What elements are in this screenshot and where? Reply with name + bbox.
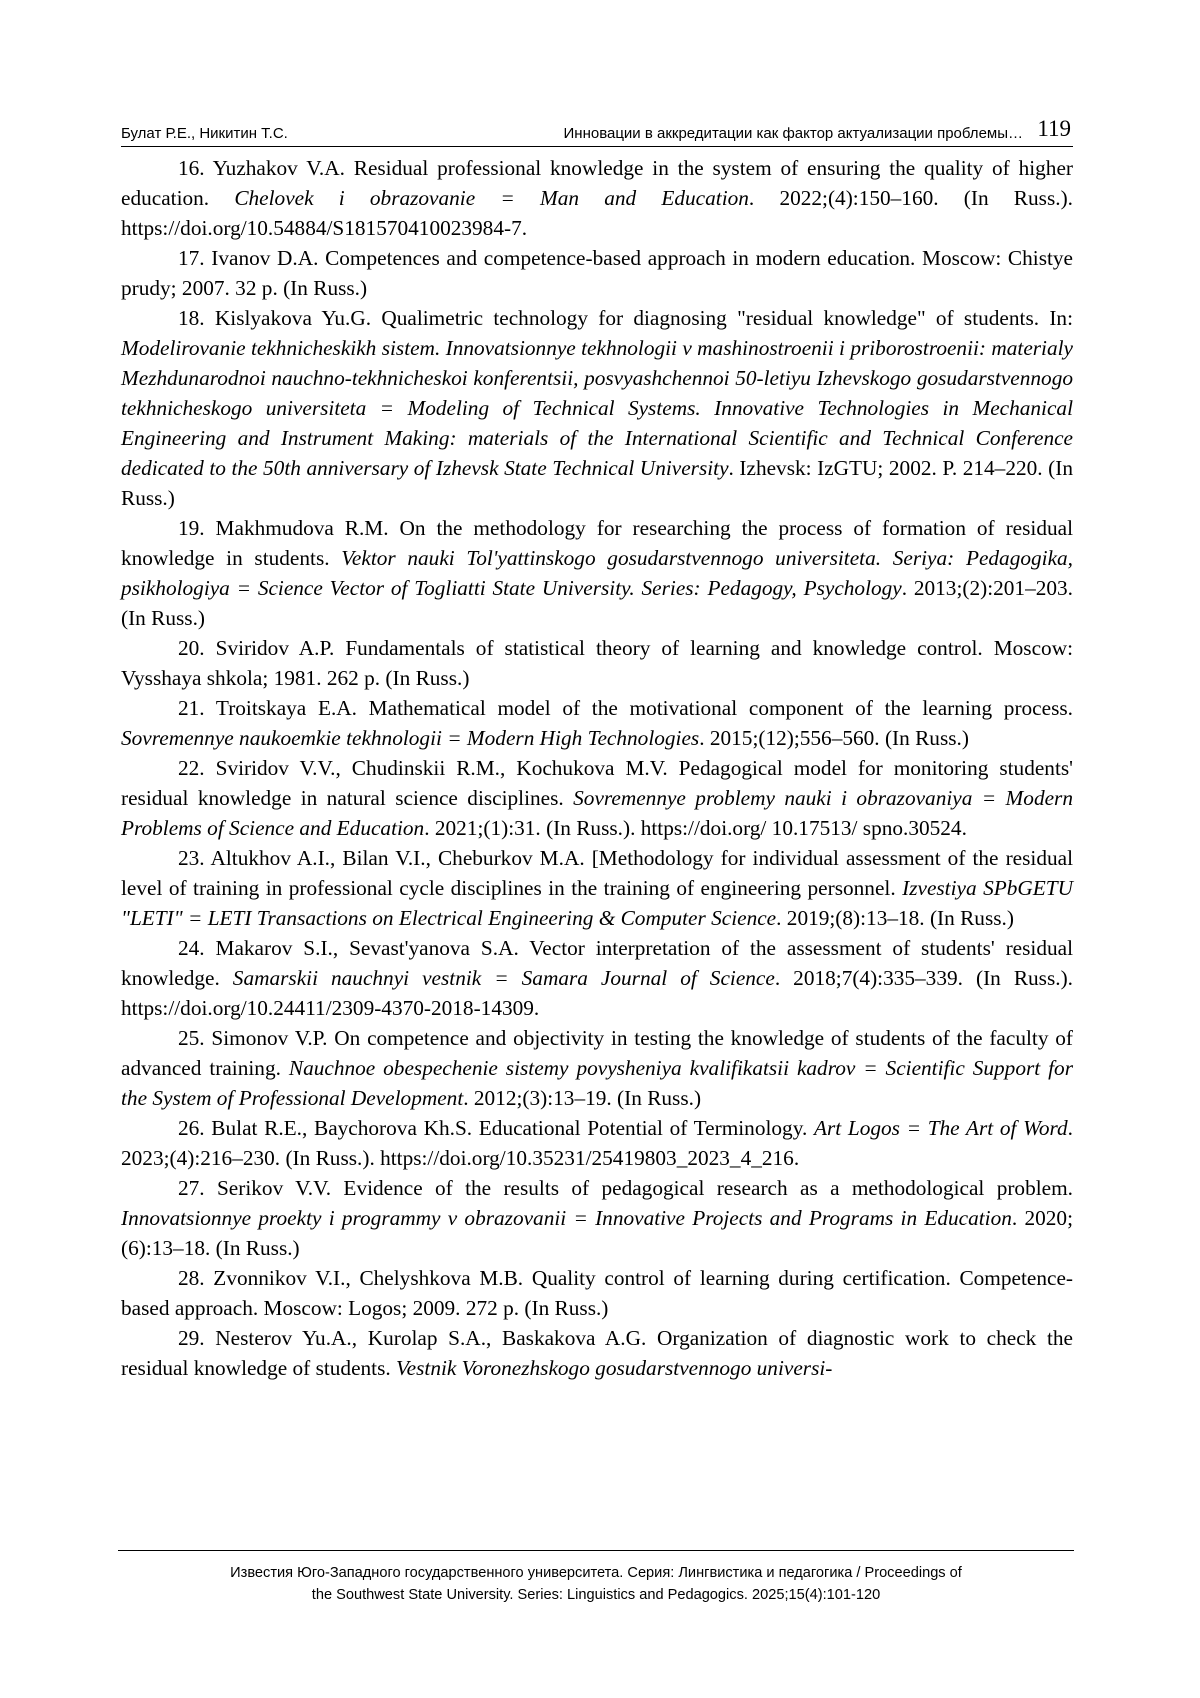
reference-source: Sovremennye naukoemkie tekhnologii = Modern High Technologies (121, 726, 700, 750)
reference-text: 28. Zvonnikov V.I., Chelyshkova M.B. Quality control of learning during certification. Competence-based approach. Moscow: Logos; 2009. 272 p. (In Russ.) (121, 1266, 1073, 1320)
reference-text: 19. Makhmudova R.M. On the methodology for researching the process of formation of residual knowledge in students. (121, 516, 1073, 570)
reference-text: 23. Altukhov A.I., Bilan V.I., Cheburkov M.A. [Methodology for individual assessment of the residual level of training in professional cycle disciplines in the training of engineering personnel. (121, 846, 1073, 900)
reference-text: 25. Simonov V.P. On competence and objectivity in testing the knowledge of students of the faculty of advanced training. (121, 1026, 1073, 1080)
reference-text: 24. Makarov S.I., Sevast'yanova S.A. Vector interpretation of the assessment of students' residual knowledge. (121, 936, 1073, 990)
header-short-title: Инновации в аккредитации как фактор актуализации проблемы… (563, 125, 1023, 142)
reference-text: 18. Kislyakova Yu.G. Qualimetric technology for diagnosing "residual knowledge" of students. In: (178, 306, 1073, 330)
reference-source: Samarskii nauchnyi vestnik = Samara Journal of Science (232, 966, 775, 990)
reference-source: Izvestiya SPbGETU "LETI" = LETI Transactions on Electrical Engineering & Computer Science (121, 876, 1073, 930)
reference-source: Modelirovanie tekhnicheskikh sistem. Innovatsionnye tekhnologii v mashinostroenii i priborostroenii: materialy Mezhdunarodnoi nauchno-tekhnicheskoi konferentsii, posvyashchennoi 50-letiyu Izhevskogo gosudarstvennogo tekhnicheskogo universiteta = Modeling of Technical Systems. Innovative Technologies in Mechanical Engineering and Instrument Making: materials of the International Scientific and Technical Conference dedicated to the 50th anniversary of Izhevsk State Technical University (121, 336, 1073, 480)
journal-footer (118, 1550, 1074, 1606)
reference-details: . 2012;(3):13–19. (In Russ.) (463, 1086, 702, 1110)
reference-item (121, 1023, 1073, 1113)
reference-source: Sovremennye problemy nauki i obrazovaniya = Modern Problems of Science and Education (121, 786, 1073, 840)
reference-source: Vestnik Voronezhskogo gosudarstvennogo universi- (396, 1356, 833, 1380)
reference-item (121, 933, 1073, 1023)
reference-text: 26. Bulat R.E., Baychorova Kh.S. Educational Potential of Terminology. (178, 1116, 814, 1140)
reference-source: Innovatsionnye proekty i programmy v obrazovanii = Innovative Projects and Programs in Education (121, 1206, 1012, 1230)
reference-source: Vektor nauki Tol'yattinskogo gosudarstvennogo universiteta. Seriya: Pedagogika, psikhologiya = Science Vector of Togliatti State University. Series: Pedagogy, Psychology (121, 546, 1073, 600)
reference-details: . 2018;7(4):335–339. (In Russ.). https://doi.org/10.24411/2309-4370-2018-14309. (121, 966, 1073, 1020)
reference-details: . Izhevsk: IzGTU; 2002. P. 214–220. (In Russ.) (121, 456, 1073, 510)
reference-details: . 2013;(2):201–203. (In Russ.) (121, 576, 1073, 630)
reference-source: Nauchnoe obespechenie sistemy povysheniya kvalifikatsii kadrov = Scientific Support for the System of Professional Development (121, 1056, 1073, 1110)
header-authors: Булат Р.Е., Никитин Т.С. (121, 125, 288, 142)
reference-details: . 2023;(4):216–230. (In Russ.). https://doi.org/10.35231/25419803_2023_4_216. (121, 1116, 1073, 1170)
reference-text: 21. Troitskaya E.A. Mathematical model of the motivational component of the learning process. (178, 696, 1073, 720)
reference-details: . 2019;(8):13–18. (In Russ.) (776, 906, 1014, 930)
reference-text: 22. Sviridov V.V., Chudinskii R.M., Kochukova M.V. Pedagogical model for monitoring students' residual knowledge in natural science disciplines. (121, 756, 1073, 810)
reference-item (121, 843, 1073, 933)
reference-item (121, 1173, 1073, 1263)
reference-list (121, 153, 1073, 1383)
reference-item (121, 513, 1073, 633)
reference-details: . 2022;(4):150–160. (In Russ.). https://doi.org/10.54884/S181570410023984-7. (121, 186, 1073, 240)
reference-details: . 2015;(12);556–560. (In Russ.) (699, 726, 969, 750)
footer-line: Известия Юго-Западного государственного университета. Серия: Лингвистика и педагогика / Proceedings of (230, 1565, 962, 1581)
page-number: 119 (1037, 116, 1071, 141)
reference-item (121, 633, 1073, 693)
reference-item (121, 303, 1073, 513)
reference-item (121, 753, 1073, 843)
reference-item (121, 1113, 1073, 1173)
footer-line: the Southwest State University. Series: Linguistics and Pedagogics. 2025;15(4):101-120 (311, 1587, 881, 1603)
reference-text: 29. Nesterov Yu.A., Kurolap S.A., Baskakova A.G. Organization of diagnostic work to check the residual knowledge of students. (121, 1326, 1073, 1380)
reference-text: 20. Sviridov A.P. Fundamentals of statistical theory of learning and knowledge control. Moscow: Vysshaya shkola; 1981. 262 p. (In Russ.) (121, 636, 1073, 690)
reference-item (121, 243, 1073, 303)
reference-item (121, 693, 1073, 753)
reference-item (121, 1323, 1073, 1383)
reference-item (121, 153, 1073, 243)
reference-details: . 2021;(1):31. (In Russ.). https://doi.org/ 10.17513/ spno.30524. (424, 816, 967, 840)
running-header (121, 114, 1073, 147)
reference-item (121, 1263, 1073, 1323)
reference-source: Art Logos = The Art of Word (813, 1116, 1068, 1140)
reference-text: 17. Ivanov D.A. Competences and competence-based approach in modern education. Moscow: Chistye prudy; 2007. 32 p. (In Russ.) (121, 246, 1073, 300)
reference-text: 27. Serikov V.V. Evidence of the results of pedagogical research as a methodological problem. (178, 1176, 1073, 1200)
reference-text: 16. Yuzhakov V.A. Residual professional knowledge in the system of ensuring the quality of higher education. (121, 156, 1073, 210)
reference-source: Chelovek i obrazovanie = Man and Education (234, 186, 749, 210)
reference-details: . 2020;(6):13–18. (In Russ.) (121, 1206, 1074, 1260)
